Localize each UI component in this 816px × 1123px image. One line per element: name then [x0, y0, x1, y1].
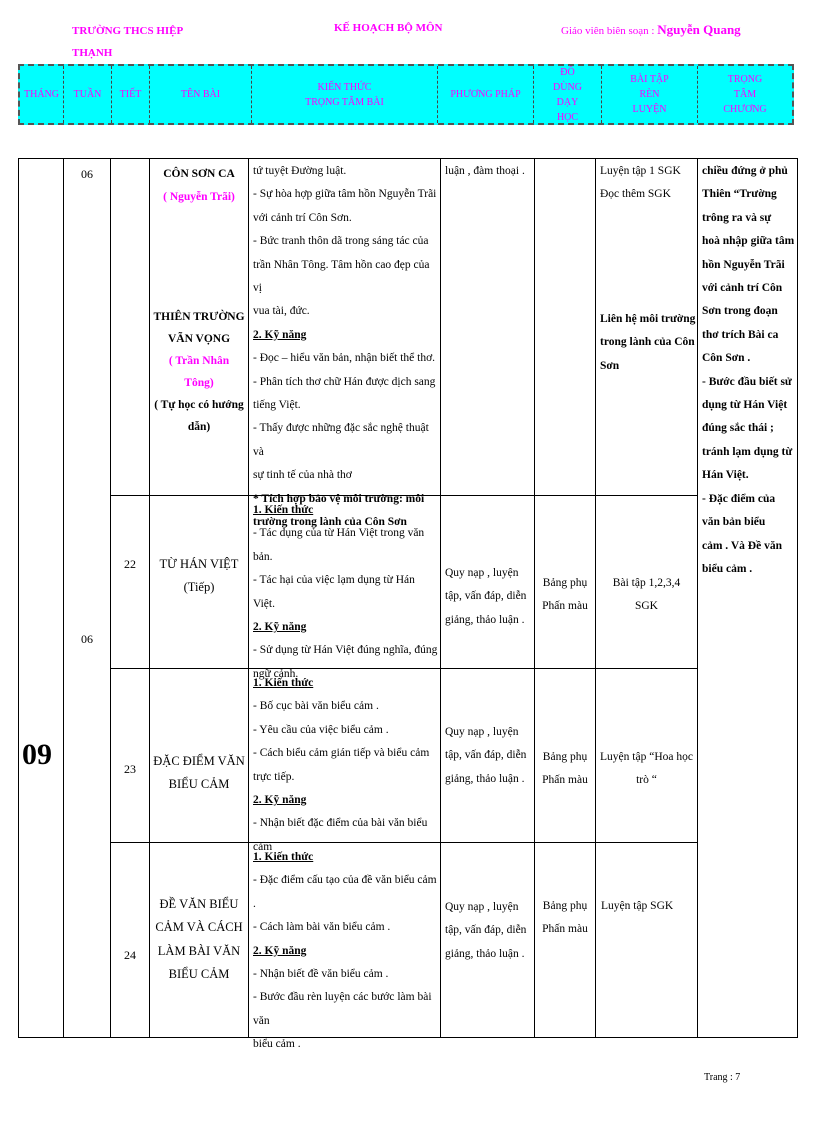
- table-border-top: [18, 158, 798, 159]
- row1-lesson: [150, 163, 248, 210]
- row1-author2-line2: Tông): [184, 377, 214, 389]
- col-knowledge: KIẾN THỨC TRỌNG TÂM BÀI: [252, 66, 438, 123]
- teacher-name: Nguyễn Quang: [657, 22, 741, 37]
- col-lesson: TÊN BÀI: [150, 66, 252, 123]
- row1-exercise: Luyện tập 1 SGK Đọc thêm SGK: [600, 165, 681, 201]
- row1-title1: CÔN SƠN CA: [163, 168, 235, 180]
- col-month: THÁNG: [20, 66, 64, 123]
- row1-author2-line1: ( Trần Nhân: [168, 355, 230, 367]
- row1-env-exercise: Liên hệ môi trường trong lành của Côn Sơn: [600, 313, 696, 372]
- row1-skill-label: 2. Kỹ năng: [253, 328, 307, 341]
- col-chapter-focus: TRỌNG TÂM CHƯƠNG: [723, 74, 767, 115]
- table-border-left: [18, 158, 19, 1038]
- plan-title: KẾ HOẠCH BỘ MÔN: [334, 22, 443, 34]
- col-exercise: BÀI TẬP RÈN LUYỆN: [602, 66, 698, 123]
- row3-method: Quy nạp , luyện tập, vấn đáp, diễn giảng, thảo luận .: [445, 726, 527, 785]
- row1-note2-line1: ( Tự học có hướng: [154, 399, 244, 411]
- divider-knowledge: [440, 158, 441, 1038]
- row4-tools: Bảng phụ Phấn màu: [542, 900, 588, 936]
- col-tools: ĐỒ DÙNG DẠY HỌC: [534, 66, 602, 123]
- column-header-row: [18, 64, 794, 125]
- row3-exercise: Luyện tập “Hoa học trò “: [600, 751, 693, 787]
- row1-note2-line2: dẫn): [187, 421, 211, 433]
- week-value-mid: 06: [81, 632, 93, 646]
- row1-env-line1: * Tích hợp bảo vệ môi trường: môi: [253, 492, 425, 505]
- row4-title: ĐỀ VĂN BIỂU CẢM VÀ CÁCH LÀM BÀI VĂN BIỂU CẢM: [155, 897, 243, 982]
- row3-tools: Bảng phụ Phấn màu: [542, 751, 588, 787]
- row2-method: Quy nạp , luyện tập, vấn đáp, diễn giảng, thảo luận .: [445, 567, 527, 626]
- row1-env-line2: trường trong lành của Côn Sơn: [253, 516, 407, 529]
- table-border-right: [797, 158, 798, 1038]
- row3-title: ĐẶC ĐIỂM VĂN BIỂU CẢM: [153, 754, 245, 792]
- row2-tools: Bảng phụ Phấn màu: [542, 577, 588, 613]
- col-method: PHƯƠNG PHÁP: [438, 66, 534, 123]
- divider-exercise: [697, 158, 698, 1038]
- divider-week: [110, 158, 111, 1038]
- row2-period: 22: [124, 557, 136, 571]
- divider-month: [63, 158, 64, 1038]
- divider-lesson: [248, 158, 249, 1038]
- row4-period: 24: [124, 948, 136, 962]
- col-period: TIẾT: [112, 66, 150, 123]
- chapter-focus: chiều đứng ở phủ Thiên “Trường trông ra và sự hoà nhập giữa tâm hồn Nguyễn Trãi với cảnh trí Côn Sơn trong đoạn thơ trích Bài ca Côn Sơn . - Bước đầu biết sử dụng từ Hán Việt đúng sắc thái ; tránh lạm dụng từ Hán Việt. - Đặc điểm của văn bản biểu cảm . Và Đề văn biểu cảm .: [702, 165, 795, 575]
- row4-exercise: Luyện tập SGK: [601, 900, 674, 912]
- month-value: 09: [22, 738, 52, 771]
- col-week: TUẦN: [64, 66, 112, 123]
- row4-content: 1. Kiến thức - Đặc điểm cấu tạo của đề văn biểu cảm . - Cách làm bài văn biểu cảm . 2. Kỹ năng - Nhận biết đề văn biểu cảm . - Bước đầu rèn luyện các bước làm bài văn biểu cảm .: [253, 851, 437, 1051]
- week-value-top: 06: [81, 167, 93, 181]
- school-name: TRƯỜNG THCS HIỆP THẠNH: [72, 20, 212, 86]
- row1-content: tứ tuyệt Đường luật. - Sự hòa hợp giữa tâm hồn Nguyễn Trãi với cảnh trí Côn Sơn. - Bức tranh thôn dã trong sáng tác của trần Nhân Tông. Tâm hồn cao đẹp của vị vua tài, đức. 2. Kỹ năng - Đọc – hiểu văn bản, nhận biết thể thơ. - Phân tích thơ chữ Hán được dịch sang tiếng Việt. - Thấy được những đặc sắc nghệ thuật và sự tinh tế của nhà thơ * Tích hợp bảo vệ môi trường: môi trường trong lành của Côn Sơn: [253, 165, 437, 529]
- row1-method: luận , đàm thoại .: [445, 165, 525, 177]
- row1-author1: ( Nguyễn Trãi): [163, 191, 235, 204]
- row2-content: 1. Kiến thức - Tác dụng của từ Hán Việt trong văn bản. - Tác hại của việc lạm dụng từ Hán Việt. 2. Kỹ năng - Sử dụng từ Hán Việt đúng nghĩa, đúng ngữ cảnh.: [253, 504, 438, 680]
- row1-title2-line1: THIÊN TRƯỜNG: [153, 311, 245, 323]
- row1-title2-line2: VÃN VỌNG: [167, 333, 231, 345]
- row3-content: 1. Kiến thức - Bố cục bài văn biểu cảm . - Yêu cầu của việc biểu cảm . - Cách biểu cảm gián tiếp và biểu cảm trực tiếp. 2. Kỹ năng - Nhận biết đặc điểm của bài văn biểu cảm: [253, 677, 430, 853]
- page-number: Trang : 7: [704, 1072, 741, 1083]
- row1-lesson2: [150, 306, 248, 438]
- teacher-info: Giáo viên biên soạn : Nguyễn Quang: [561, 22, 741, 37]
- row4-method: Quy nạp , luyện tập, vấn đáp, diễn giảng, thảo luận .: [445, 901, 527, 960]
- row2-title: TỪ HÁN VIỆT (Tiếp): [159, 557, 239, 595]
- row3-period: 23: [124, 762, 136, 776]
- row2-exercise: Bài tập 1,2,3,4 SGK: [612, 577, 681, 613]
- lesson-table: [18, 158, 812, 1051]
